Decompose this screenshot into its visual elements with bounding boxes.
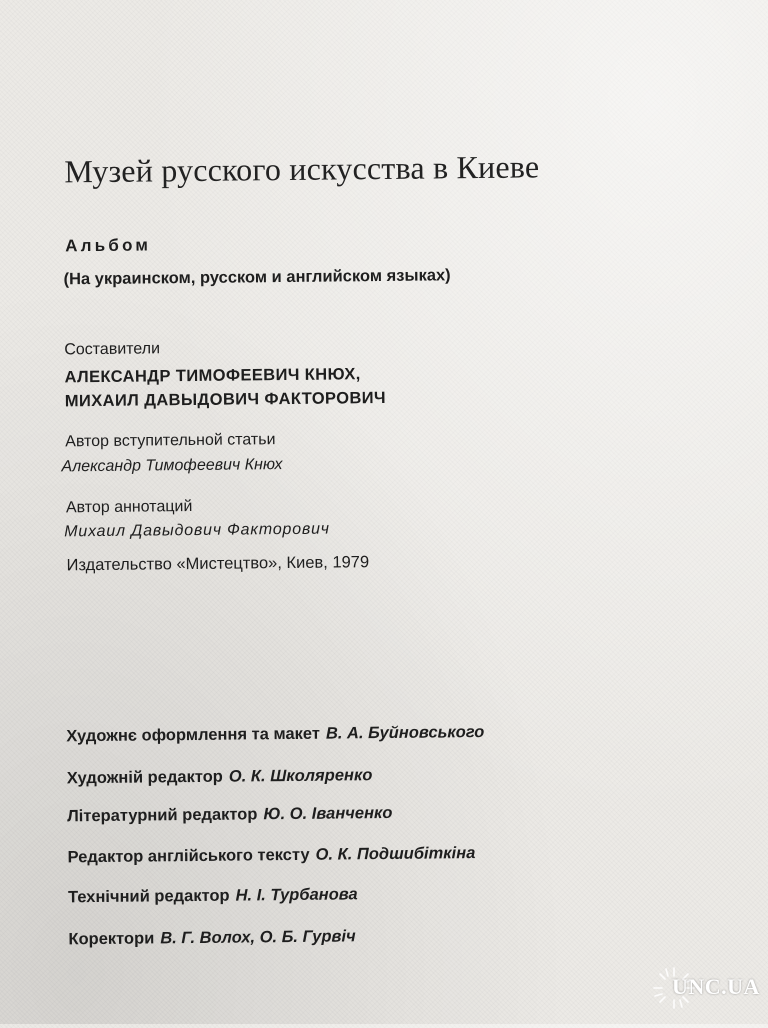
languages-note: (На украинском, русском и английском языках) [63, 266, 451, 289]
credit-name: О. К. Школяренко [228, 766, 373, 786]
publisher-line: Издательство «Мистецтво», Киев, 1979 [66, 553, 370, 575]
compilers-label: Составители [64, 340, 161, 359]
credit-role: Художній редактор [66, 767, 223, 788]
credit-line [68, 927, 355, 949]
credit-line [67, 804, 392, 826]
credit-line [67, 766, 373, 788]
intro-author-name: Александр Тимофеевич Кнюх [61, 456, 283, 476]
compiler-name: МИХАИЛ ДАВЫДОВИЧ ФАКТОРОВИЧ [64, 388, 387, 411]
compiler-name: АЛЕКСАНДР ТИМОФЕЕВИЧ КНЮХ, [64, 365, 361, 387]
credit-line [68, 844, 476, 867]
annotations-author-name: Михаил Давыдович Факторович [64, 520, 330, 541]
credit-name: Н. І. Турбанова [235, 885, 358, 905]
book-title: Музей русского искусства в Киеве [64, 148, 540, 190]
annotations-author-label: Автор аннотаций [65, 498, 193, 517]
site-watermark [652, 964, 762, 1016]
watermark-text: UNC.UA [672, 974, 760, 999]
credit-name: В. А. Буйновського [325, 722, 485, 743]
intro-author-label: Автор вступительной статьи [65, 431, 276, 451]
credit-role: Редактор англійського тексту [67, 845, 310, 867]
credit-line [68, 885, 358, 907]
credit-role: Літературний редактор [67, 805, 258, 826]
credit-line [66, 723, 484, 746]
credit-name: Ю. О. Іванченко [263, 803, 393, 824]
credit-name: О. К. Подшибіткіна [315, 844, 476, 864]
credit-role: Технічний редактор [67, 886, 230, 907]
credit-role: Коректори [68, 929, 155, 949]
credit-name: В. Г. Волох, О. Б. Гурвіч [160, 927, 356, 948]
album-label: Альбом [65, 235, 152, 256]
credit-role: Художнє оформлення та макет [66, 724, 321, 746]
